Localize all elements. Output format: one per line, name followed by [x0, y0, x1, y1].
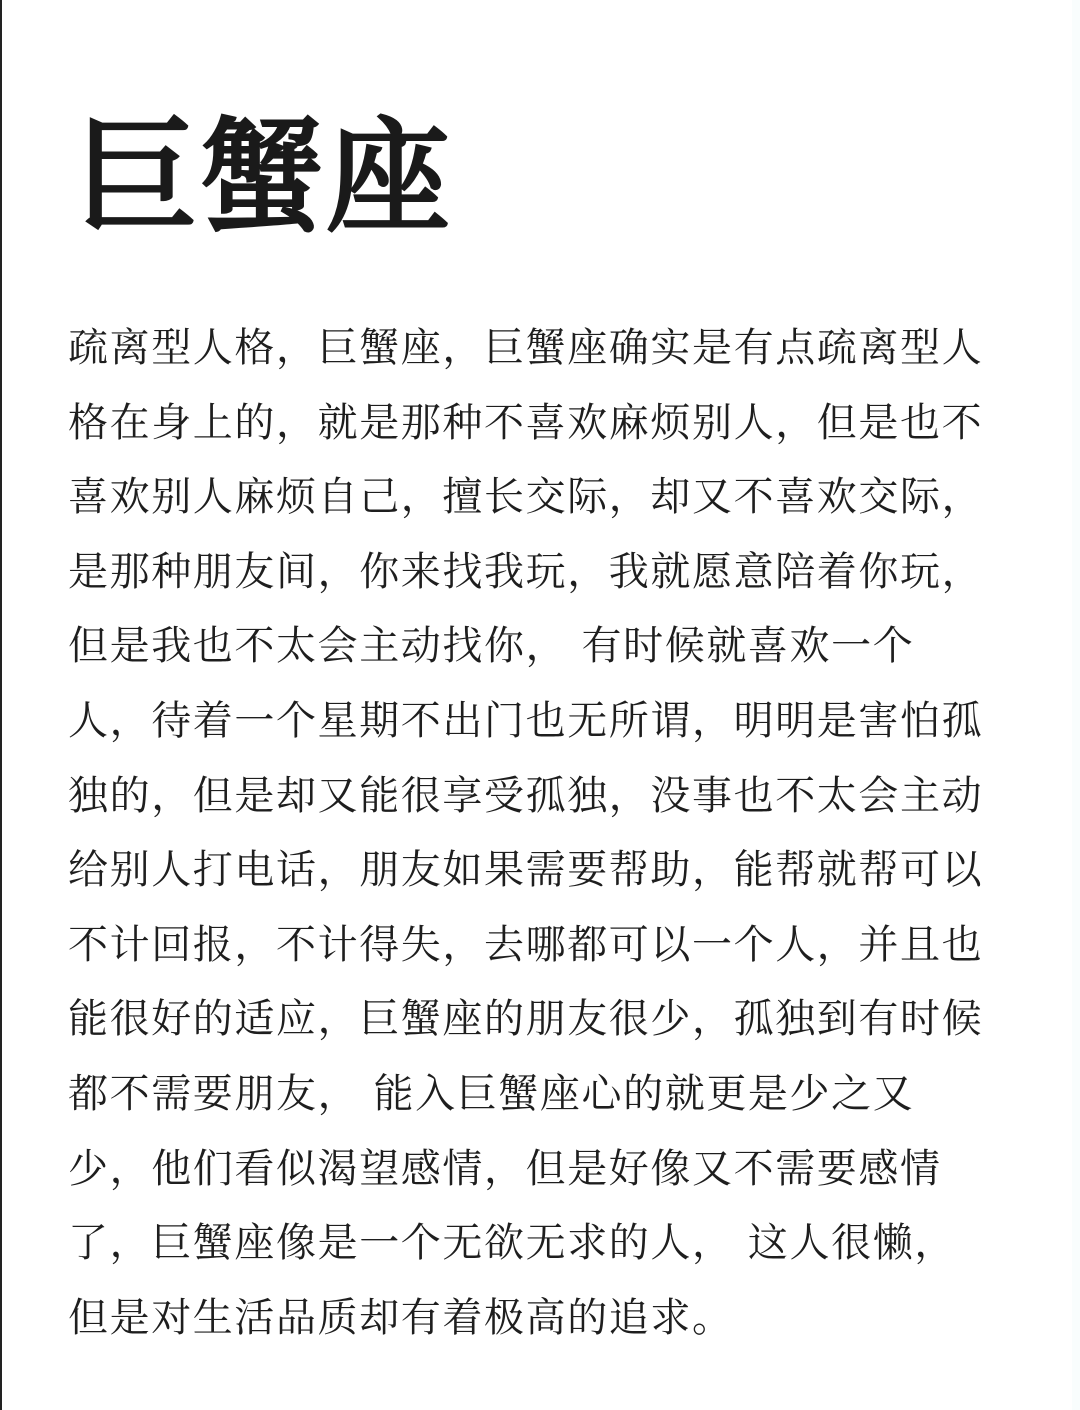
body-line-13: 了，巨蟹座像是一个无欲无求的人， 这人很懒，: [68, 1220, 956, 1267]
body-line-11: 都不需要朋友， 能入巨蟹座心的就更是少之又: [68, 1070, 915, 1117]
body-line-1: 疏离型人格，巨蟹座，巨蟹座确实是有点疏离型人: [68, 325, 984, 371]
body-line-5: 但是我也不太会主动找你， 有时候就喜欢一个: [68, 623, 915, 670]
body-line-4: 是那种朋友间，你来找我玩，我就愿意陪着你玩，: [68, 548, 984, 595]
body-line-2: 格在身上的，就是那种不喜欢麻烦别人，但是也不: [68, 399, 984, 446]
body-line-10: 能很好的适应，巨蟹座的朋友很少，孤独到有时候: [68, 996, 984, 1043]
body-line-3: 喜欢别人麻烦自己，擅长交际，却又不喜欢交际，: [68, 474, 984, 521]
body-line-6: 人，待着一个星期不出门也无所谓，明明是害怕孤: [68, 697, 984, 744]
body-line-7: 独的，但是却又能很享受孤独，没事也不太会主动: [68, 772, 984, 819]
right-edge-tint: [1072, 0, 1080, 1410]
body-line-12: 少，他们看似渴望感情，但是好像又不需要感情: [68, 1145, 942, 1192]
body-line-9: 不计回报，不计得失，去哪都可以一个人，并且也: [68, 921, 984, 968]
page-title: 巨蟹座: [74, 106, 453, 250]
left-border: [0, 0, 2, 1410]
article-body: [68, 311, 1018, 1355]
body-line-14: 但是对生活品质却有着极高的追求。: [68, 1294, 734, 1341]
body-line-8: 给别人打电话，朋友如果需要帮助，能帮就帮可以: [68, 847, 984, 894]
